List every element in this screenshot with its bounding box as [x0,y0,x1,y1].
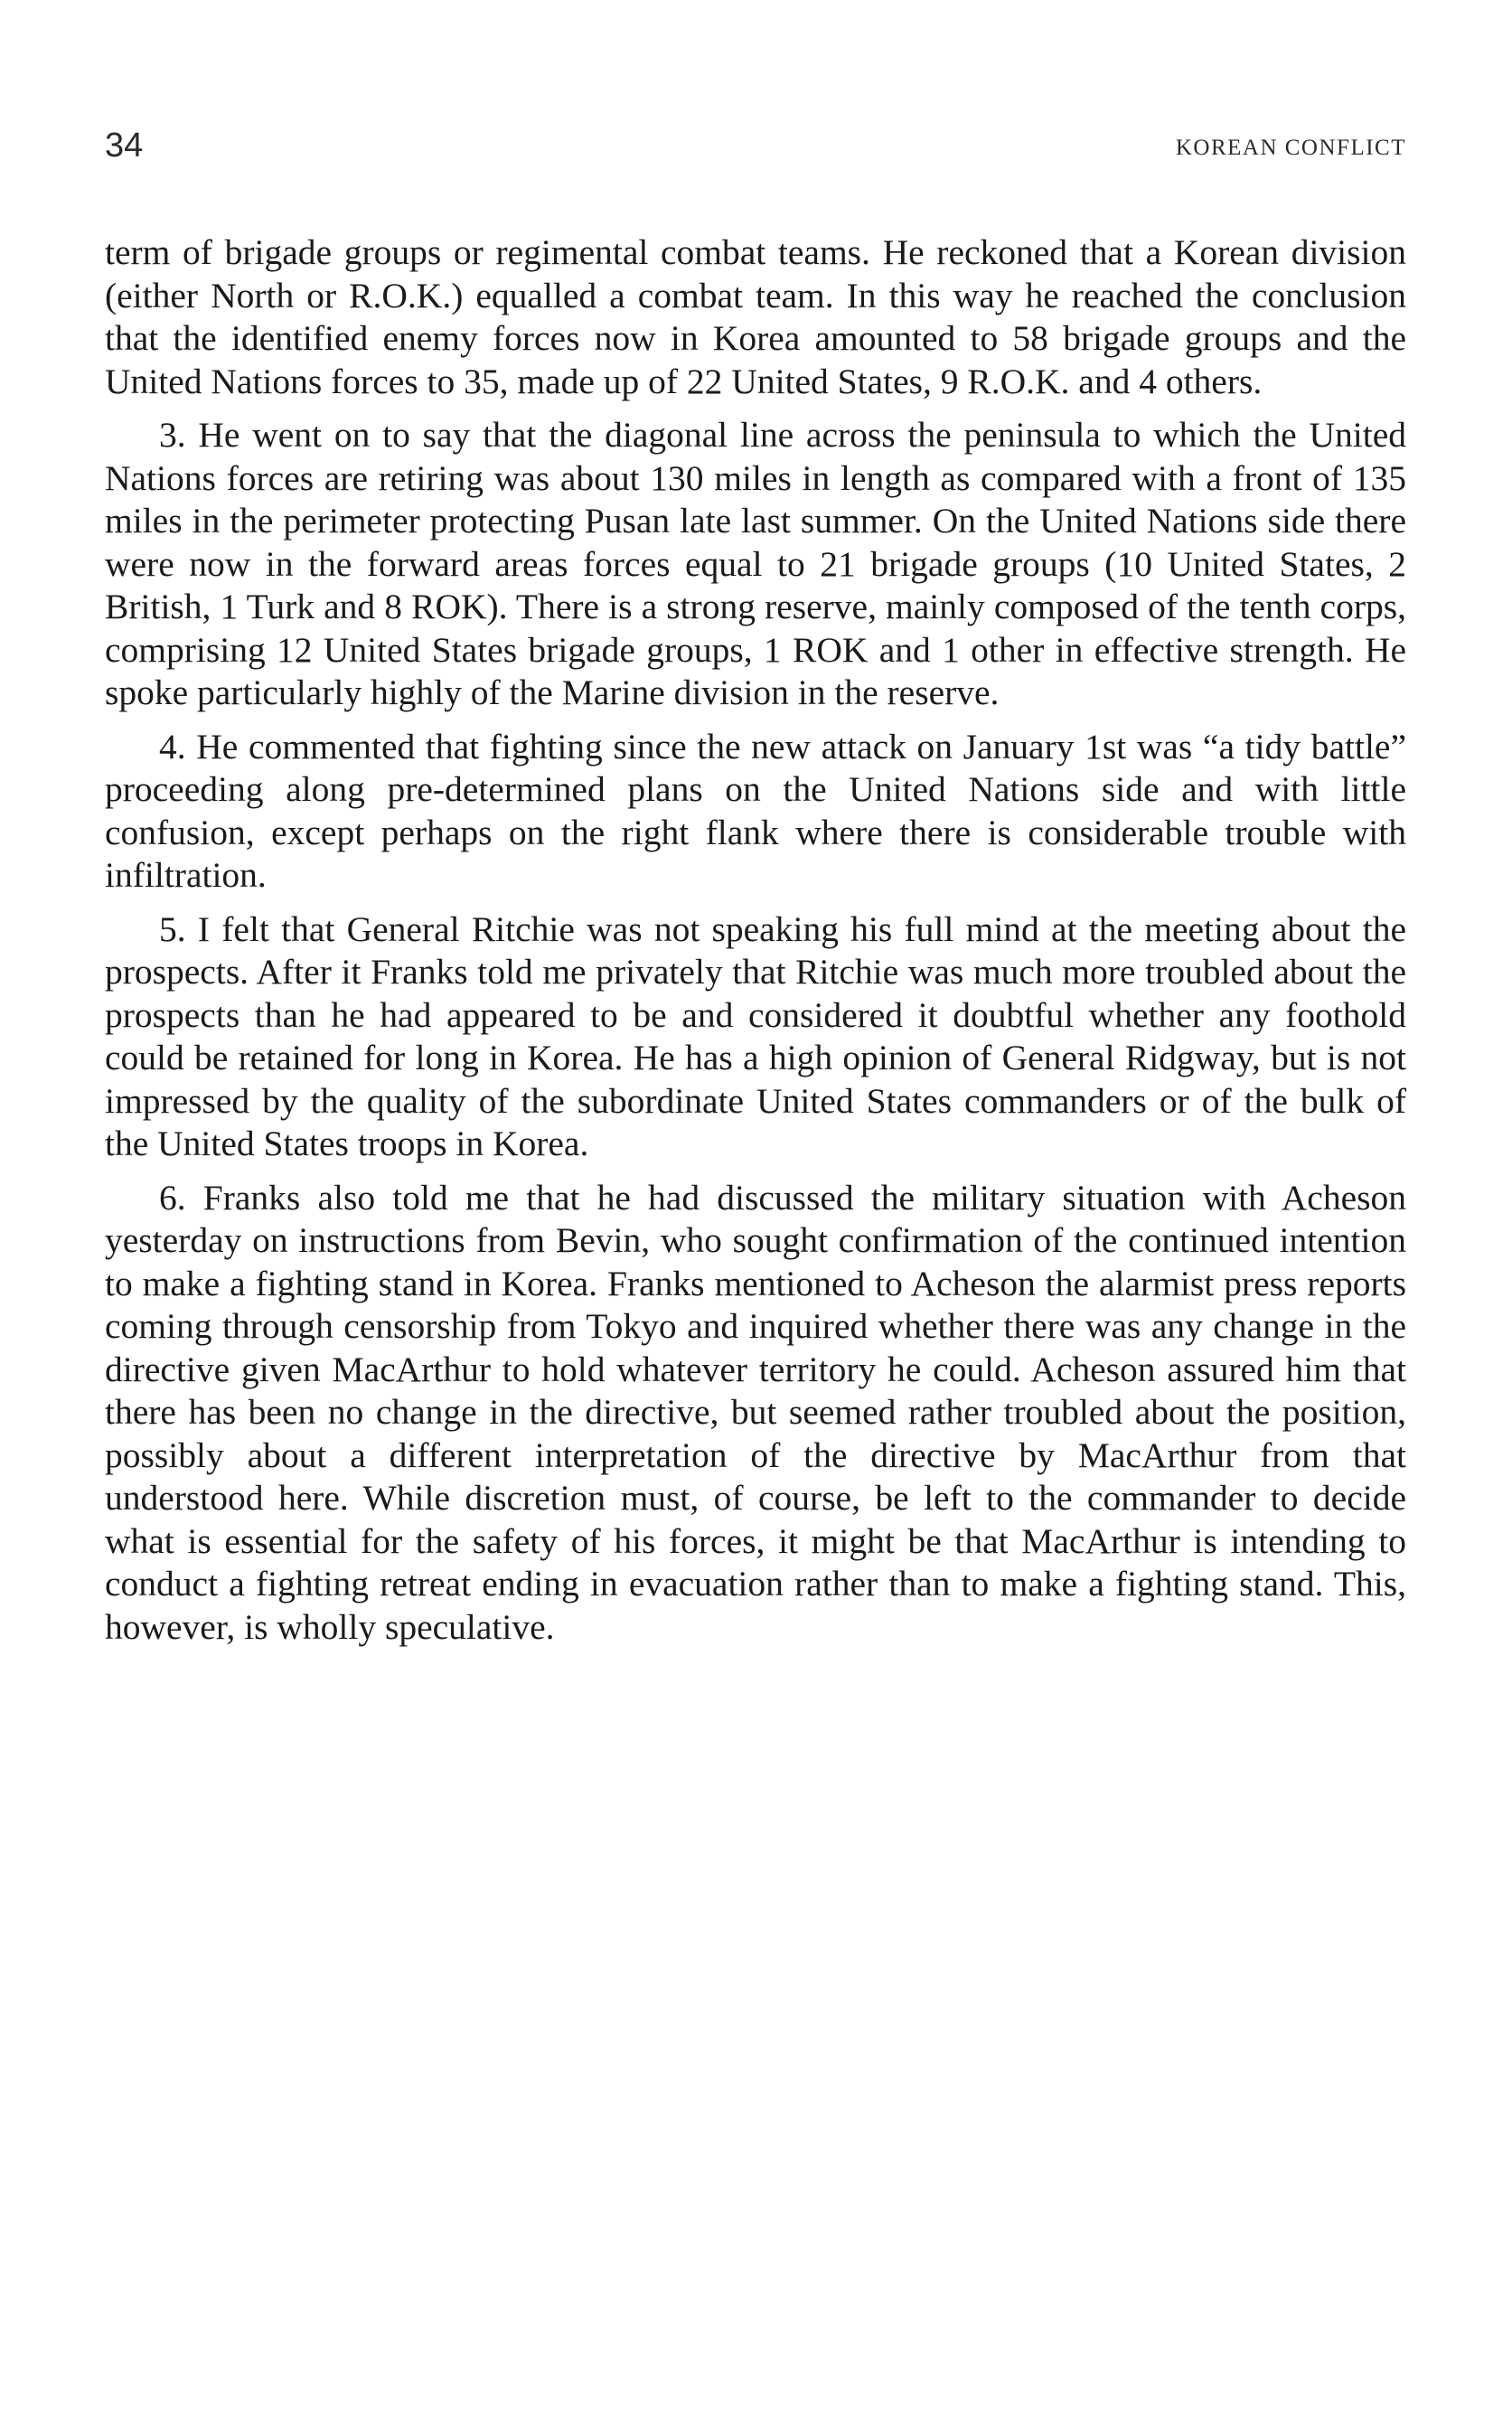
paragraph-6: 6. Franks also told me that he had discussed the military situation with Acheson yesterday on instructions from Bevin, who sought confirmation of the continued intention to make a fighting stand in Korea. Franks mentioned to Acheson the alarmist press reports coming through censorship from Tokyo and inquired whether there was any change in the directive given MacArthur to hold whatever territory he could. Acheson assured him that there has been no change in the directive, but seemed rather troubled about the position, possibly about a different interpretation of the directive by MacArthur from that understood here. While discretion must, of course, be left to the commander to decide what is essential for the safety of his forces, it might be that MacArthur is intending to conduct a fighting retreat ending in evacuation rather than to make a fighting stand. This, however, is wholly speculative. [105,1177,1406,1647]
paragraph-3: 3. He went on to say that the diagonal line across the peninsula to which the United Nations forces are retiring was about 130 miles in length as compared with a front of 135 miles in the perimeter protecting Pusan late last summer. On the United Nations side there were now in the forward areas forces equal to 21 brigade groups (10 United States, 2 British, 1 Turk and 8 ROK). There is a strong reserve, mainly composed of the tenth corps, comprising 12 United States brigade groups, 1 ROK and 1 other in effective strength. He spoke particularly highly of the Marine division in the reserve. [105,415,1406,712]
paragraph-5: 5. I felt that General Ritchie was not speaking his full mind at the meeting about the prospects. After it Franks told me privately that Ritchie was much more troubled about the prospects than he had appeared to be and considered it doubtful whether any foothold could be retained for long in Korea. He has a high opinion of General Ridgway, but is not impressed by the quality of the subordinate United States commanders or of the bulk of the United States troops in Korea. [105,908,1406,1163]
paragraph-4: 4. He commented that fighting since the new attack on January 1st was “a tidy battle” proceeding along pre-determined plans on the United Nations side and with little confusion, except perhaps on the right flank where there is considerable trouble with infiltration. [105,726,1406,895]
document-page [105,127,1406,1660]
page-number: 34 [105,127,144,165]
running-title: KOREAN CONFLICT [1175,136,1406,160]
body-text [105,231,1406,1649]
paragraph-continued: term of brigade groups or regimental combat teams. He reckoned that a Korean division (either North or R.O.K.) equalled a combat team. In this way he reached the conclusion that the identified enemy forces now in Korea amounted to 58 brigade groups and the United Nations forces to 35, made up of 22 United States, 9 R.O.K. and 4 others. [105,232,1406,401]
running-head [105,127,1406,181]
